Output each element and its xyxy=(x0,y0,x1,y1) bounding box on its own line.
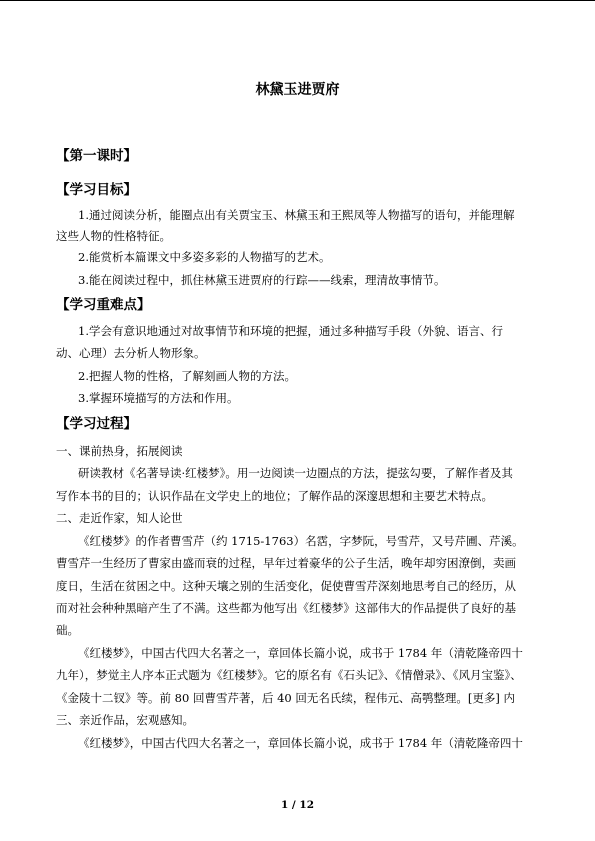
goal-line: 1.通过阅读分析，能圈点出有关贾宝玉、林黛玉和王熙凤等人物描写的语句，并能理解 xyxy=(78,208,515,222)
process-line: 而对社会种种黑暗产生了不满。这些都为他写出《红楼梦》这部伟大的作品提供了良好的基 xyxy=(56,601,516,615)
keypoint-line: 动、心理）去分析人物形象。 xyxy=(56,346,206,360)
process-line: 二、走近作家，知人论世 xyxy=(56,511,183,525)
process-line: 研读教材《名著导读·红楼梦》。用一边阅读一边圈点的方法，提弦勾要，了解作者及其 xyxy=(78,466,513,480)
goal-line: 这些人物的性格特征。 xyxy=(56,229,171,243)
process-line: 曹雪芹一生经历了曹家由盛而衰的过程，早年过着豪华的公子生活，晚年却穷困潦倒，卖画 xyxy=(56,556,516,570)
process-line: 度日，生活在贫困之中。这种天壤之别的生活变化，促使曹雪芹深刻地思考自己的经历，从 xyxy=(56,579,516,593)
heading-goals: 【学习目标】 xyxy=(56,182,137,198)
page-number: 1 / 12 xyxy=(280,799,315,811)
process-line: 写作本书的目的；认识作品在文学史上的地位；了解作品的深邃思想和主要艺术特点。 xyxy=(56,489,493,503)
process-line: 《红楼梦》，中国古代四大名著之一，章回体长篇小说，成书于 1784 年（清乾隆帝四十 xyxy=(78,646,523,660)
document-title: 林黛玉进贾府 xyxy=(255,82,340,98)
goal-line: 3.能在阅读过程中，抓住林黛玉进贾府的行踪——线索，理清故事情节。 xyxy=(78,273,446,287)
keypoint-line: 1.学会有意识地通过对故事情节和环境的把握，通过多种描写手段（外貌、语言、行 xyxy=(78,324,503,338)
process-line: 三、亲近作品，宏观感知。 xyxy=(56,713,194,727)
heading-lesson: 【第一课时】 xyxy=(56,148,137,164)
heading-process: 【学习过程】 xyxy=(56,416,137,432)
process-line: 一、课前热身，拓展阅读 xyxy=(56,444,183,458)
keypoint-line: 3.掌握环境描写的方法和作用。 xyxy=(78,391,239,405)
keypoint-line: 2.把握人物的性格，了解刻画人物的方法。 xyxy=(78,369,296,383)
process-line: 《红楼梦》的作者曹雪芹（约 1715-1763）名霑，字梦阮，号雪芹，又号芹圃、芹溪。 xyxy=(78,534,524,548)
process-line: 九年），梦觉主人序本正式题为《红楼梦》。它的原名有《石头记》、《情僧录》、《风月宝鉴》、 xyxy=(56,668,522,682)
goal-line: 2.能赏析本篇课文中多姿多彩的人物描写的艺术。 xyxy=(78,250,331,264)
process-line: 础。 xyxy=(56,623,79,637)
process-line: 《红楼梦》，中国古代四大名著之一，章回体长篇小说，成书于 1784 年（清乾隆帝四十 xyxy=(78,736,523,750)
process-line: 《金陵十二钗》等。前 80 回曹雪芹著，后 40 回无名氏续，程伟元、高鹗整理。[更多] 内 xyxy=(56,691,516,705)
heading-keypoints: 【学习重难点】 xyxy=(56,297,151,313)
